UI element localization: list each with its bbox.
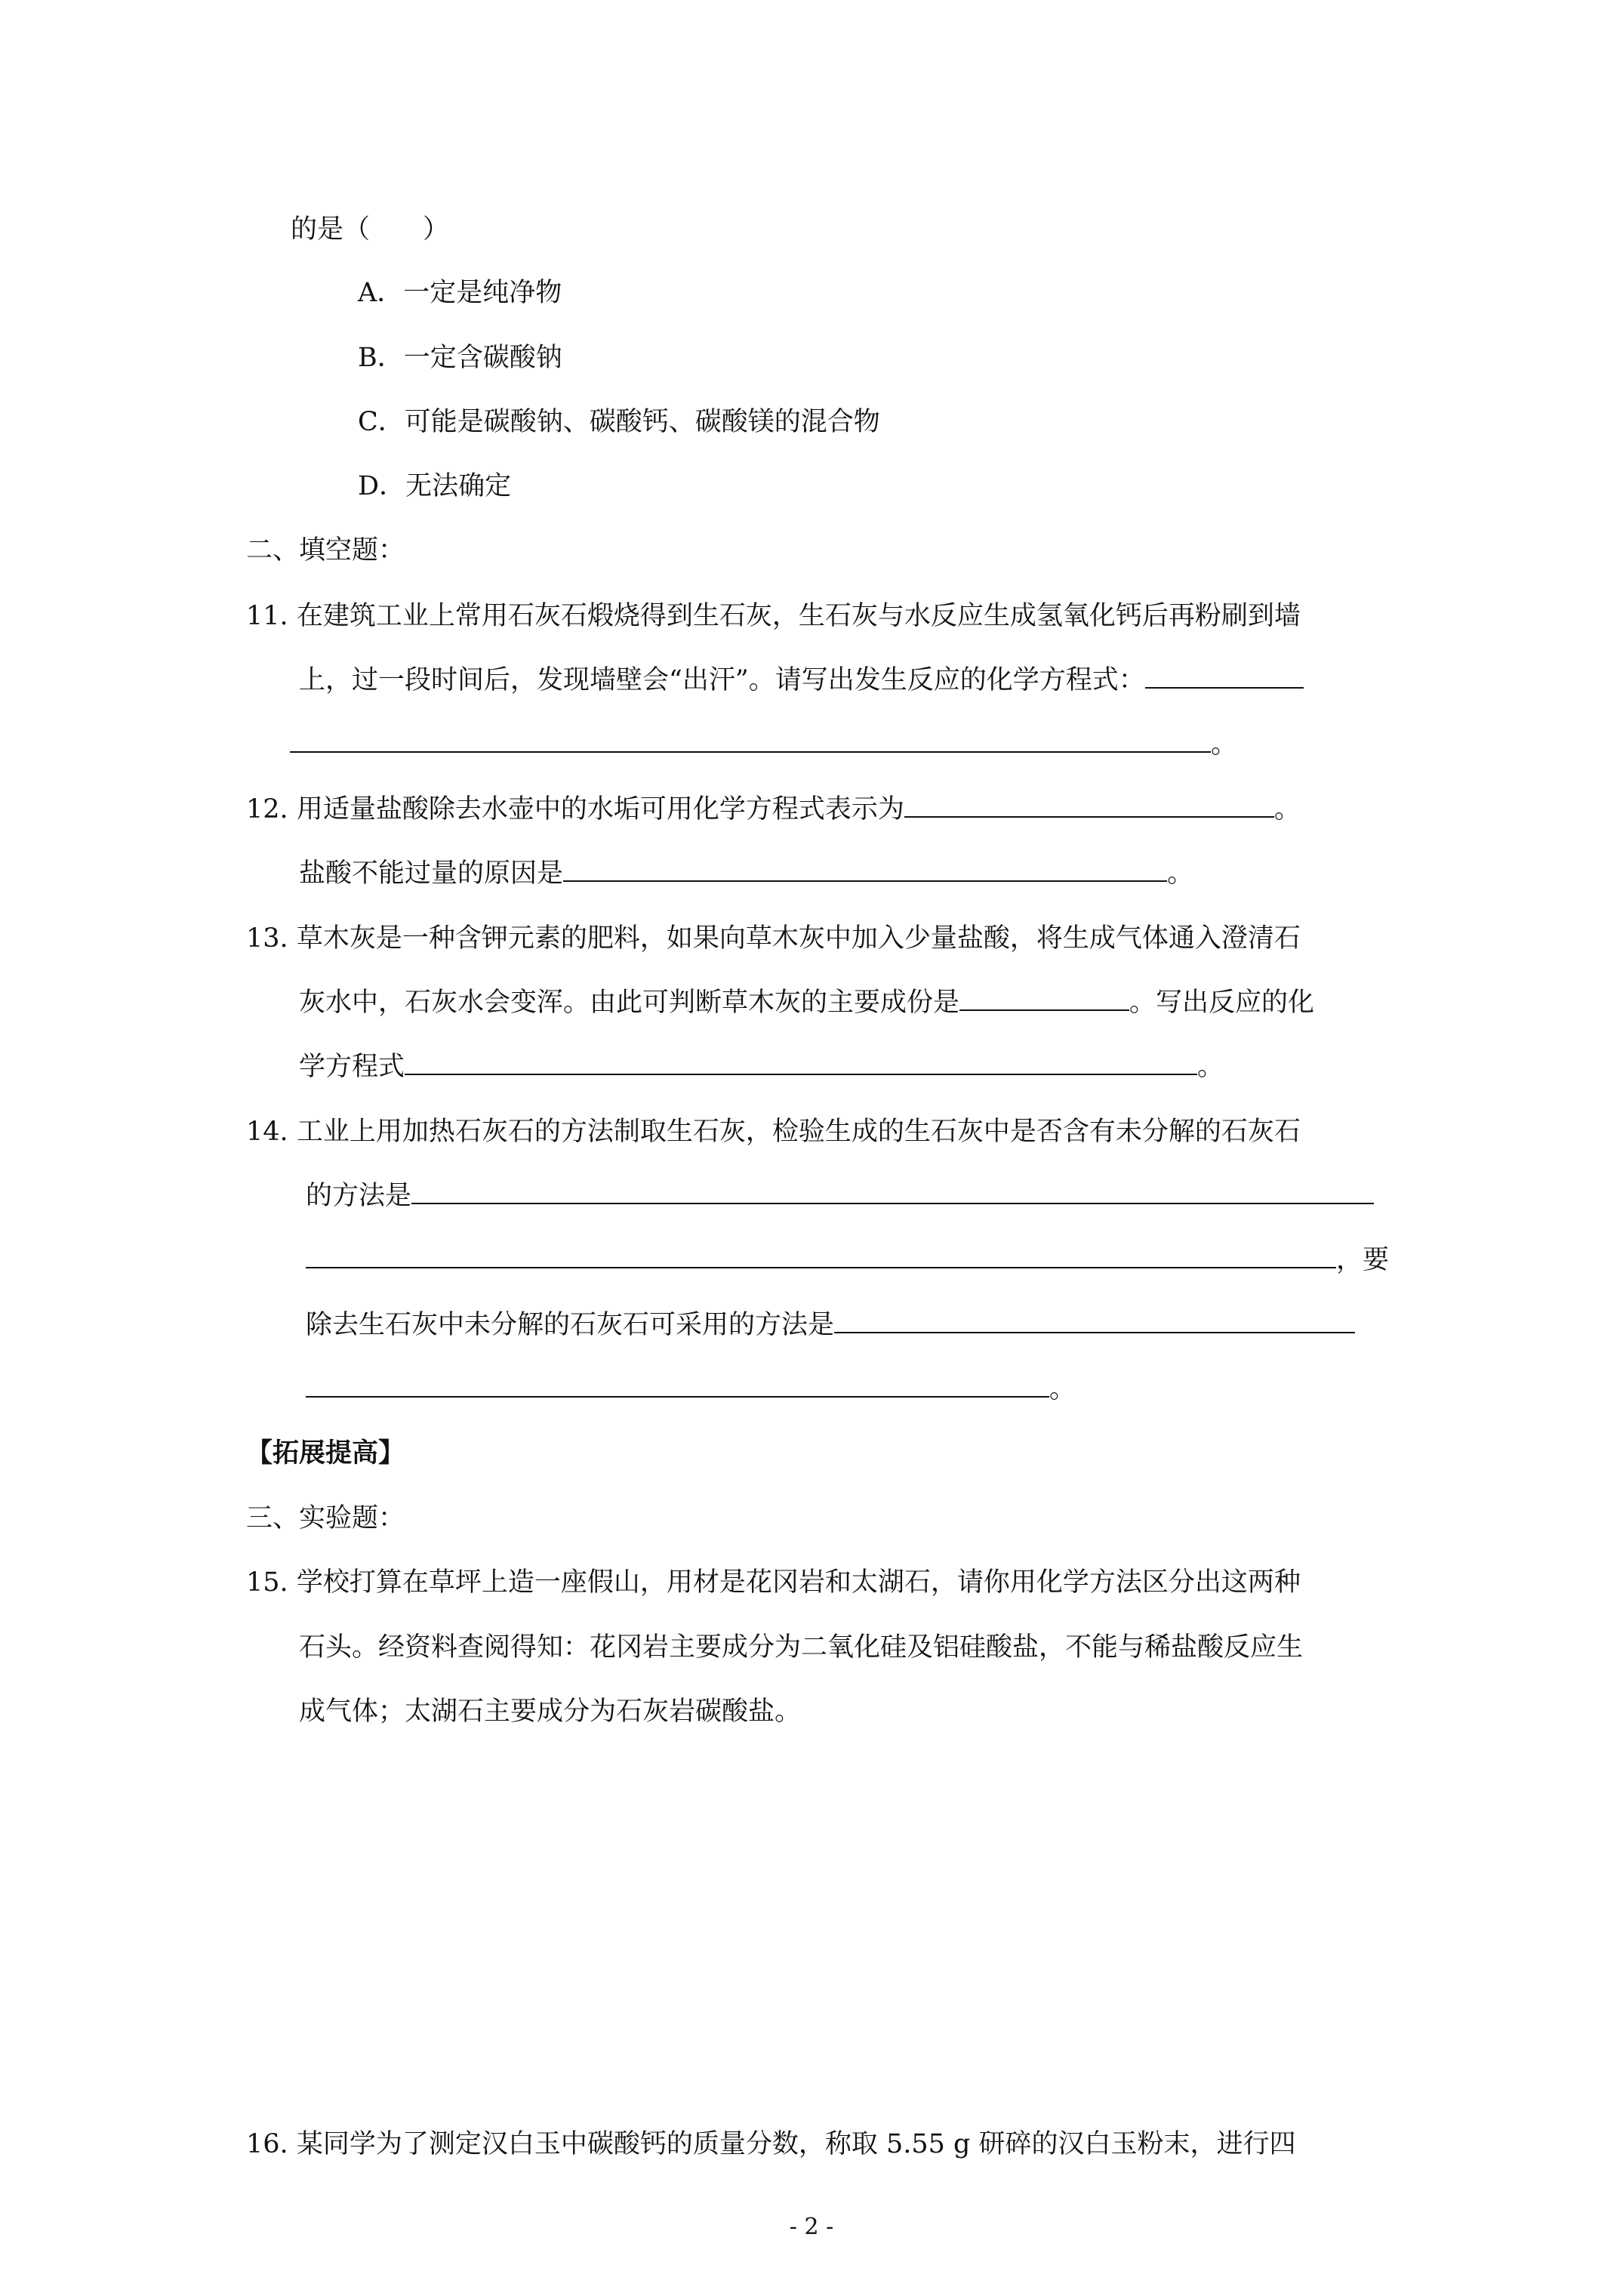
- question-number: 12.: [246, 794, 288, 824]
- question-text: 灰水中，石灰水会变浑。由此可判断草木灰的主要成份是: [299, 988, 960, 1018]
- option-text: 一定含碳酸钠: [403, 343, 562, 373]
- q12-line-1: [246, 793, 1301, 826]
- answer-blank[interactable]: [306, 1373, 1049, 1398]
- q11-line-1: [246, 599, 1301, 633]
- question-text: 学校打算在草坪上造一座假山，用材是花冈岩和太湖石，请你用化学方法区分出这两种: [296, 1567, 1301, 1598]
- option-text: 一定是纯净物: [403, 278, 562, 308]
- option-text: 可能是碳酸钠、碳酸钙、碳酸镁的混合物: [404, 407, 880, 437]
- answer-blank[interactable]: [1145, 664, 1304, 689]
- q14-line-3: [306, 1244, 1389, 1277]
- q10-option-a: A．一定是纯净物: [358, 278, 562, 308]
- question-text: 草木灰是一种含钾元素的肥料，如果向草木灰中加入少量盐酸，将生成气体通入澄清石: [296, 923, 1301, 954]
- question-number: 11.: [246, 601, 288, 631]
- option-letter: C: [358, 407, 378, 437]
- question-text: 用适量盐酸除去水壶中的水垢可用化学方程式表示为: [296, 794, 904, 824]
- q10-option-d: D．无法确定: [358, 471, 512, 501]
- extension-heading: 【拓展提高】: [246, 1438, 405, 1469]
- question-number: 15.: [246, 1567, 288, 1598]
- q13-line-1: [246, 922, 1301, 955]
- period: 。: [1167, 858, 1194, 889]
- answer-blank[interactable]: [834, 1309, 1355, 1333]
- q14-line-4: [306, 1308, 1355, 1342]
- question-number: 13.: [246, 923, 288, 954]
- question-number: 16.: [246, 2129, 288, 2159]
- question-text: 。写出反应的化: [1129, 988, 1315, 1018]
- q16-line-1: [246, 2128, 1296, 2161]
- q15-line-1: [246, 1566, 1301, 1599]
- period: 。: [1049, 1374, 1076, 1404]
- suffix: ，要: [1336, 1245, 1390, 1275]
- option-letter: D: [358, 471, 380, 501]
- q11-line-3: [290, 728, 1237, 761]
- q14-line-5: [306, 1373, 1076, 1406]
- q15-line-3: 成气体；太湖石主要成分为石灰岩碳酸盐。: [299, 1697, 802, 1727]
- question-text: 除去生石灰中未分解的石灰石可采用的方法是: [306, 1310, 835, 1340]
- question-text: 盐酸不能过量的原因是: [299, 858, 564, 889]
- period: 。: [1197, 1052, 1224, 1082]
- q13-line-3: [299, 1050, 1224, 1083]
- option-letter: B: [358, 343, 377, 373]
- period: 。: [1273, 794, 1301, 824]
- question-number: 14.: [246, 1117, 288, 1147]
- q10-option-c: C．可能是碳酸钠、碳酸钙、碳酸镁的混合物: [358, 407, 880, 437]
- q11-line-2: [299, 664, 1304, 697]
- answer-blank[interactable]: [563, 858, 1167, 882]
- question-text: 某同学为了测定汉白玉中碳酸钙的质量分数，称取 5.55 g 研碎的汉白玉粉末，进行四: [296, 2129, 1296, 2159]
- page-number: - 2 -: [789, 2214, 834, 2240]
- section-2-heading: 二、填空题：: [246, 535, 405, 566]
- q14-line-1: [246, 1115, 1301, 1148]
- q14-line-2: [306, 1179, 1374, 1213]
- question-text: 在建筑工业上常用石灰石煅烧得到生石灰，生石灰与水反应生成氢氧化钙后再粉刷到墙: [296, 601, 1301, 631]
- q12-line-2: [299, 857, 1193, 890]
- answer-blank[interactable]: [411, 1180, 1374, 1204]
- q10-option-b: B．一定含碳酸钠: [358, 343, 562, 373]
- answer-blank[interactable]: [904, 794, 1274, 818]
- q10-stem-end: 的是（ ）: [291, 214, 450, 245]
- question-text: 学方程式: [299, 1052, 405, 1082]
- option-letter: A: [358, 278, 377, 308]
- answer-blank[interactable]: [290, 729, 1211, 753]
- answer-blank[interactable]: [405, 1051, 1197, 1075]
- question-text: 上，过一段时间后，发现墙壁会“出汗”。请写出发生反应的化学方程式：: [299, 665, 1145, 695]
- question-text: 工业上用加热石灰石的方法制取生石灰，检验生成的生石灰中是否含有未分解的石灰石: [296, 1117, 1301, 1147]
- q15-line-2: 石头。经资料查阅得知：花冈岩主要成分为二氧化硅及铝硅酸盐，不能与稀盐酸反应生: [299, 1632, 1304, 1663]
- question-text: 的方法是: [306, 1181, 412, 1211]
- q13-line-2: [299, 986, 1314, 1019]
- section-3-heading: 三、实验题：: [246, 1503, 405, 1533]
- answer-blank[interactable]: [959, 987, 1129, 1011]
- period: 。: [1211, 729, 1238, 760]
- option-text: 无法确定: [405, 471, 512, 501]
- answer-blank[interactable]: [306, 1244, 1336, 1268]
